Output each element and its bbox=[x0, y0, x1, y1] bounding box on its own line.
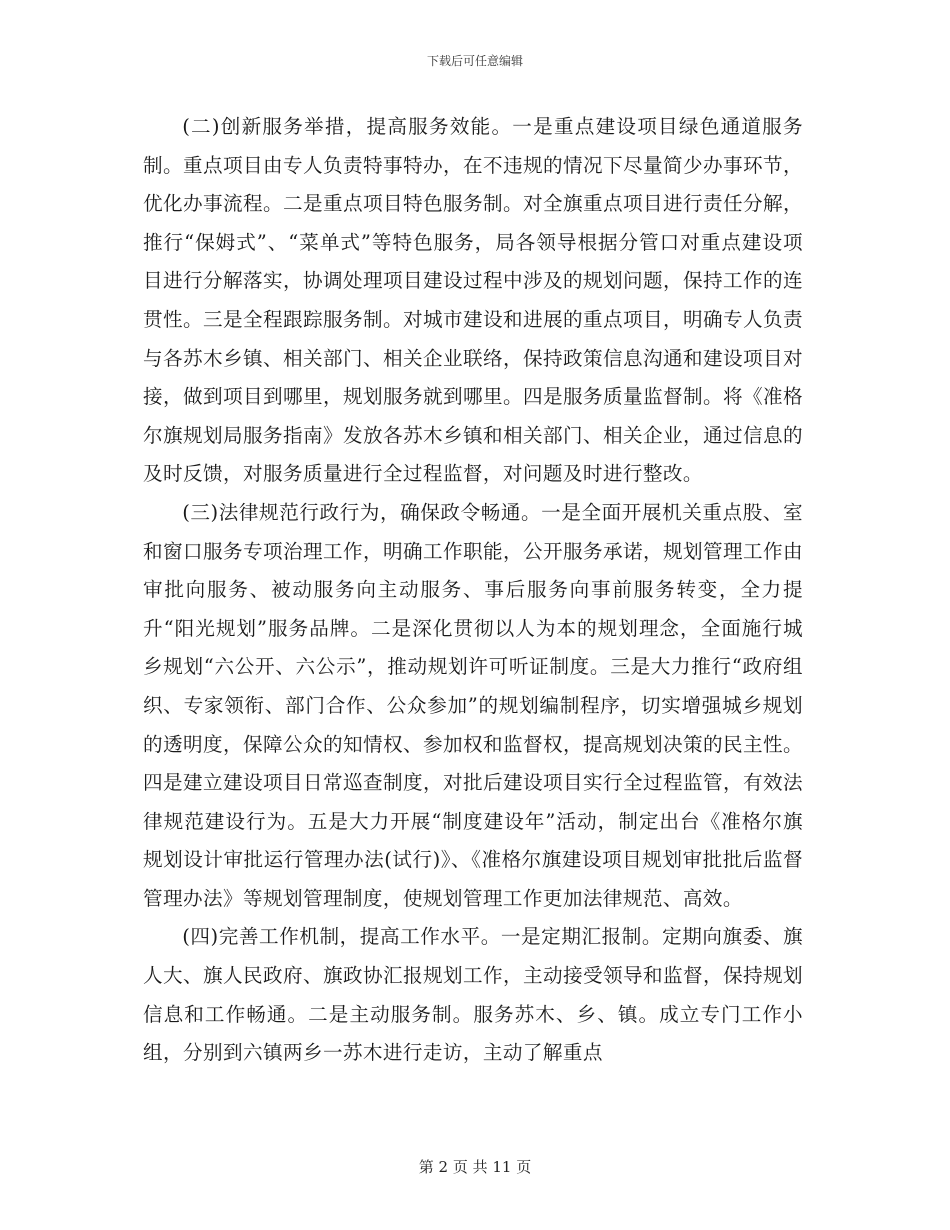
page-header-note: 下载后可任意编辑 bbox=[426, 54, 523, 68]
document-body bbox=[143, 108, 803, 1073]
paragraph-work-mechanism: (四)完善工作机制，提高工作水平。一是定期汇报制。定期向旗委、旗人大、旗人民政府、旗政协汇报规划工作，主动接受领导和监督，保持规划信息和工作畅通。二是主动服务制。服务苏木、乡、镇。成立专门工作小组，分别到六镇两乡一苏木进行走访，主动了解重点 bbox=[143, 925, 803, 1065]
paragraph-legal-norms: (三)法律规范行政行为，确保政令畅通。一是全面开展机关重点股、室和窗口服务专项治理工作，明确工作职能，公开服务承诺，规划管理工作由审批向服务、被动服务向主动服务、事后服务向事前服务转变，全力提升“阳光规划”服务品牌。二是深化贯彻以人为本的规划理念，全面施行城乡规划“六公开、六公示”，推动规划许可听证制度。三是大力推行“政府组织、专家领衔、部门合作、公众参加”的规划编制程序，切实增强城乡规划的透明度，保障公众的知情权、参加权和监督权，提高规划决策的民主性。四是建立建设项目日常巡查制度，对批后建设项目实行全过程监管，有效法律规范建设行为。五是大力开展“制度建设年”活动，制定出台《准格尔旗规划设计审批运行管理办法(试行)》、《准格尔旗建设项目规划审批批后监督管理办法》等规划管理制度，使规划管理工作更加法律规范、高效。 bbox=[143, 500, 803, 910]
page-number: 第 2 页 共 11 页 bbox=[418, 1158, 532, 1176]
paragraph-service-measures: (二)创新服务举措，提高服务效能。一是重点建设项目绿色通道服务制。重点项目由专人负责特事特办，在不违规的情况下尽量简少办事环节，优化办事流程。二是重点项目特色服务制。对全旗重点项目进行责任分解，推行“保姆式”、“菜单式”等特色服务，局各领导根据分管口对重点建设项目进行分解落实，协调处理项目建设过程中涉及的规划问题，保持工作的连贯性。三是全程跟踪服务制。对城市建设和进展的重点项目，明确专人负责与各苏木乡镇、相关部门、相关企业联络，保持政策信息沟通和建设项目对接，做到项目到哪里，规划服务就到哪里。四是服务质量监督制。将《准格尔旗规划局服务指南》发放各苏木乡镇和相关部门、相关企业，通过信息的及时反馈，对服务质量进行全过程监督，对问题及时进行整改。 bbox=[143, 115, 803, 486]
